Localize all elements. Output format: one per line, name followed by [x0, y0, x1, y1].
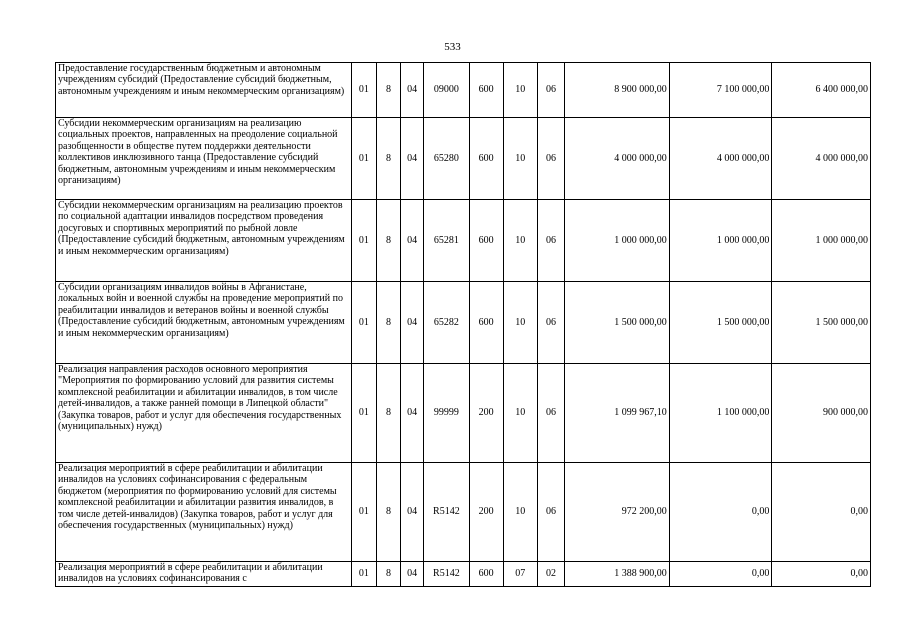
table-row	[56, 282, 871, 364]
code-cell: 8	[376, 63, 400, 118]
expense-type-cell: 600	[469, 282, 503, 364]
target-article-cell: 09000	[424, 63, 469, 118]
amount-year-3: 1 500 000,00	[772, 282, 871, 364]
table-row	[56, 562, 871, 587]
amount-year-1: 1 000 000,00	[565, 200, 670, 282]
code-cell: 04	[401, 118, 424, 200]
code-cell: 01	[351, 364, 376, 463]
code-cell: 04	[401, 63, 424, 118]
code-cell: 04	[401, 562, 424, 587]
target-article-cell: 99999	[424, 364, 469, 463]
table-row	[56, 200, 871, 282]
row-description: Субсидии организациям инвалидов войны в Афганистане, локальных войн и военной службы на проведение мероприятий по реабилитации инвалидов и ветеранов войны и военной службы (Предоставление субсидий бюджетным, автономным учреждениям и иным некоммерческим организациям)	[56, 282, 352, 364]
subsection-cell: 06	[537, 364, 564, 463]
target-article-cell: 65281	[424, 200, 469, 282]
target-article-cell: 65280	[424, 118, 469, 200]
section-cell: 10	[503, 364, 537, 463]
code-cell: 01	[351, 118, 376, 200]
table-row	[56, 463, 871, 562]
subsection-cell: 06	[537, 200, 564, 282]
row-description: Реализация мероприятий в сфере реабилитации и абилитации инвалидов на условиях софинансирования с	[56, 562, 352, 587]
subsection-cell: 02	[537, 562, 564, 587]
amount-year-3: 0,00	[772, 562, 871, 587]
amount-year-2: 0,00	[669, 562, 772, 587]
amount-year-2: 1 100 000,00	[669, 364, 772, 463]
code-cell: 04	[401, 364, 424, 463]
expense-type-cell: 600	[469, 63, 503, 118]
table-row	[56, 364, 871, 463]
amount-year-1: 1 388 900,00	[565, 562, 670, 587]
amount-year-2: 4 000 000,00	[669, 118, 772, 200]
code-cell: 8	[376, 364, 400, 463]
target-article-cell: 65282	[424, 282, 469, 364]
code-cell: 04	[401, 282, 424, 364]
code-cell: 01	[351, 200, 376, 282]
expense-type-cell: 600	[469, 118, 503, 200]
code-cell: 01	[351, 463, 376, 562]
section-cell: 10	[503, 200, 537, 282]
row-description: Предоставление государственным бюджетным и автономным учреждениям субсидий (Предоставление субсидий бюджетным, автономным учреждениям и иным некоммерческим организациям)	[56, 63, 352, 118]
amount-year-1: 1 099 967,10	[565, 364, 670, 463]
amount-year-2: 1 500 000,00	[669, 282, 772, 364]
code-cell: 01	[351, 282, 376, 364]
code-cell: 04	[401, 463, 424, 562]
section-cell: 07	[503, 562, 537, 587]
subsection-cell: 06	[537, 463, 564, 562]
row-description: Реализация направления расходов основного мероприятия "Мероприятия по формированию условий для развития системы комплексной реабилитации и абилитации инвалидов, в том числе детей-инвалидов, а также ранней помощи в Липецкой области" (Закупка товаров, работ и услуг для обеспечения государственных (муниципальных) нужд)	[56, 364, 352, 463]
amount-year-3: 4 000 000,00	[772, 118, 871, 200]
target-article-cell: R5142	[424, 463, 469, 562]
code-cell: 8	[376, 118, 400, 200]
expense-type-cell: 600	[469, 562, 503, 587]
amount-year-2: 0,00	[669, 463, 772, 562]
amount-year-3: 1 000 000,00	[772, 200, 871, 282]
subsection-cell: 06	[537, 63, 564, 118]
section-cell: 10	[503, 118, 537, 200]
subsection-cell: 06	[537, 282, 564, 364]
table-row	[56, 63, 871, 118]
section-cell: 10	[503, 282, 537, 364]
code-cell: 01	[351, 63, 376, 118]
amount-year-1: 972 200,00	[565, 463, 670, 562]
table-row	[56, 118, 871, 200]
amount-year-1: 1 500 000,00	[565, 282, 670, 364]
code-cell: 8	[376, 200, 400, 282]
code-cell: 8	[376, 562, 400, 587]
target-article-cell: R5142	[424, 562, 469, 587]
code-cell: 01	[351, 562, 376, 587]
section-cell: 10	[503, 463, 537, 562]
row-description: Субсидии некоммерческим организациям на реализацию проектов по социальной адаптации инвалидов посредством проведения досуговых и спортивных мероприятий по рыбной ловле (Предоставление субсидий бюджетным, автономным учреждениям и иным некоммерческим организациям)	[56, 200, 352, 282]
budget-table	[55, 62, 871, 587]
row-description: Реализация мероприятий в сфере реабилитации и абилитации инвалидов на условиях софинансирования с федеральным бюджетом (мероприятия по формированию условий для системы комплексной реабилитации и абилитации развития инвалидов, в том числе детей-инвалидов) (Закупка товаров, работ и услуг для обеспечения государственных (муниципальных) нужд)	[56, 463, 352, 562]
subsection-cell: 06	[537, 118, 564, 200]
amount-year-3: 6 400 000,00	[772, 63, 871, 118]
section-cell: 10	[503, 63, 537, 118]
expense-type-cell: 600	[469, 200, 503, 282]
amount-year-2: 7 100 000,00	[669, 63, 772, 118]
code-cell: 8	[376, 463, 400, 562]
expense-type-cell: 200	[469, 364, 503, 463]
amount-year-2: 1 000 000,00	[669, 200, 772, 282]
amount-year-1: 4 000 000,00	[565, 118, 670, 200]
amount-year-3: 900 000,00	[772, 364, 871, 463]
row-description: Субсидии некоммерческим организациям на реализацию социальных проектов, направленных на преодоление социальной разобщенности в обществе путем поддержки деятельности коллективов инклюзивного танца (Предоставление субсидий бюджетным, автономным учреждениям и иным некоммерческим организациям)	[56, 118, 352, 200]
page-number: 533	[444, 41, 461, 53]
expense-type-cell: 200	[469, 463, 503, 562]
code-cell: 8	[376, 282, 400, 364]
amount-year-3: 0,00	[772, 463, 871, 562]
code-cell: 04	[401, 200, 424, 282]
amount-year-1: 8 900 000,00	[565, 63, 670, 118]
